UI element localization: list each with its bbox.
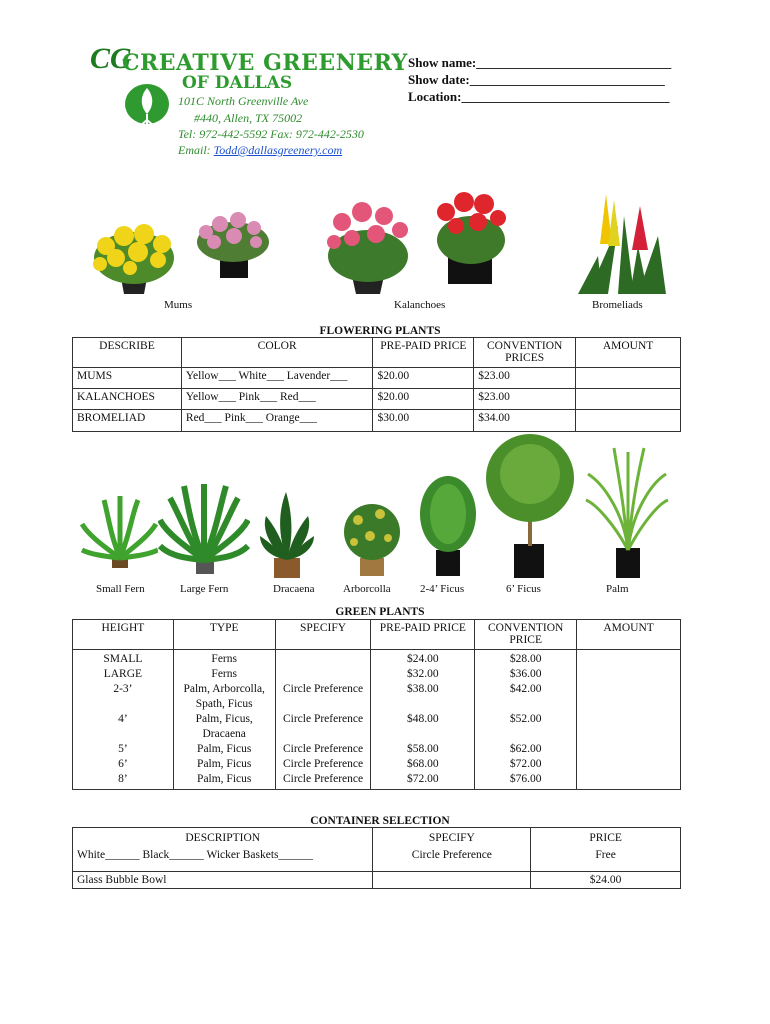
col-specify: SPECIFY — [428, 832, 475, 844]
caption-bromeliads: Bromeliads — [592, 299, 643, 311]
green-plants-title: GREEN PLANTS — [335, 606, 425, 618]
amount-cell[interactable] — [576, 389, 681, 410]
brand-subtitle: OF DALLAS — [182, 73, 293, 93]
container-selection-title: CONTAINER SELECTION — [310, 815, 450, 827]
amount-cell[interactable] — [577, 650, 681, 790]
location-field[interactable]: Location:________________________________ — [408, 89, 670, 104]
col-description: DESCRIPTION — [185, 832, 261, 844]
col-type: TYPE — [173, 620, 275, 650]
brand-name: CREATIVE GREENERY — [122, 50, 408, 76]
dracaena-image — [258, 488, 316, 580]
green-plants-table — [72, 619, 681, 790]
caption-dracaena: Dracaena — [273, 583, 315, 595]
col-specify: SPECIFY — [275, 620, 371, 650]
col-prepaid-price: PRE-PAID PRICE — [373, 338, 474, 368]
bromeliads-image — [578, 186, 670, 296]
palm-image — [584, 444, 670, 580]
small-fern-image — [80, 494, 158, 576]
caption-ficus-small: 2-4’ Ficus — [420, 583, 465, 595]
table-row: KALANCHOES Yellow___ Pink___ Red___ $20.00 $23.00 — [73, 389, 681, 410]
leaf-logo-icon — [122, 80, 172, 130]
mums-image — [86, 208, 182, 296]
ficus-small-image — [416, 474, 480, 578]
address-line-2: #440, Allen, TX 75002 — [194, 111, 303, 125]
caption-kalanchoes: Kalanchoes — [394, 299, 446, 311]
caption-large-fern: Large Fern — [180, 583, 229, 595]
caption-arborcolla: Arborcolla — [343, 583, 391, 595]
show-date-field[interactable]: Show date:______________________________ — [408, 72, 665, 87]
brand-initials: CG — [90, 42, 132, 75]
flowering-title: FLOWERING PLANTS — [319, 325, 441, 337]
amount-cell[interactable] — [576, 410, 681, 432]
caption-mums: Mums — [164, 299, 193, 311]
show-name-field[interactable]: Show name:______________________________ — [408, 55, 672, 70]
arborcolla-image — [340, 494, 404, 578]
ficus-large-image — [484, 434, 576, 580]
amount-cell[interactable] — [576, 368, 681, 389]
caption-ficus-large: 6’ Ficus — [506, 583, 541, 595]
caption-small-fern: Small Fern — [96, 583, 145, 595]
kalanchoe-red-image — [432, 190, 510, 286]
col-amount: AMOUNT — [577, 620, 681, 650]
col-convention-prices: CONVENTION PRICES — [474, 338, 576, 368]
email-line: Email: Todd@dallasgreenery.com — [178, 143, 343, 157]
col-convention-price: CONVENTION PRICE — [475, 620, 577, 650]
email-link[interactable]: Todd@dallasgreenery.com — [213, 143, 343, 157]
col-color: COLOR — [181, 338, 373, 368]
large-fern-image — [158, 482, 250, 578]
container-table — [72, 827, 681, 889]
col-describe: DESCRIBE — [73, 338, 182, 368]
table-row: MUMS Yellow___ White___ Lavender___ $20.00 $23.00 — [73, 368, 681, 389]
table-row: BROMELIAD Red___ Pink___ Orange___ $30.00 $34.00 — [73, 410, 681, 432]
table-row: DESCRIPTION White______ Black______ Wicker Baskets______ SPECIFY Circle Preference PRICE Free — [73, 828, 681, 872]
mums-pink-image — [192, 204, 274, 280]
flowering-table — [72, 337, 681, 432]
col-amount: AMOUNT — [576, 338, 681, 368]
col-price: PRICE — [589, 832, 622, 844]
phone-fax: Tel: 972-442-5592 Fax: 972-442-2530 — [178, 127, 364, 141]
kalanchoe-pink-image — [322, 198, 414, 296]
col-prepaid-price: PRE-PAID PRICE — [371, 620, 475, 650]
address-line-1: 101C North Greenville Ave — [178, 94, 309, 108]
caption-palm: Palm — [606, 583, 629, 595]
table-row: Glass Bubble Bowl $24.00 — [73, 872, 681, 889]
table-row: SMALL LARGE 2-3’ 4’ 5’ 6’ 8’ Ferns Ferns Palm, Arborcolla, Spath, Ficus Palm, Ficus, Dracaena Palm, Ficus Palm, Ficus Palm, Ficus Circle Preference Circle Preference Circle Preference Circle Preference Circle Preference $24.00 $32.00 $38.00 $48.00 $58.00 $68.00 $72.00 $28.00 $36.00 $42.00 $52.00 $62.00 $72.00 $76.00 — [73, 650, 681, 790]
col-height: HEIGHT — [73, 620, 174, 650]
